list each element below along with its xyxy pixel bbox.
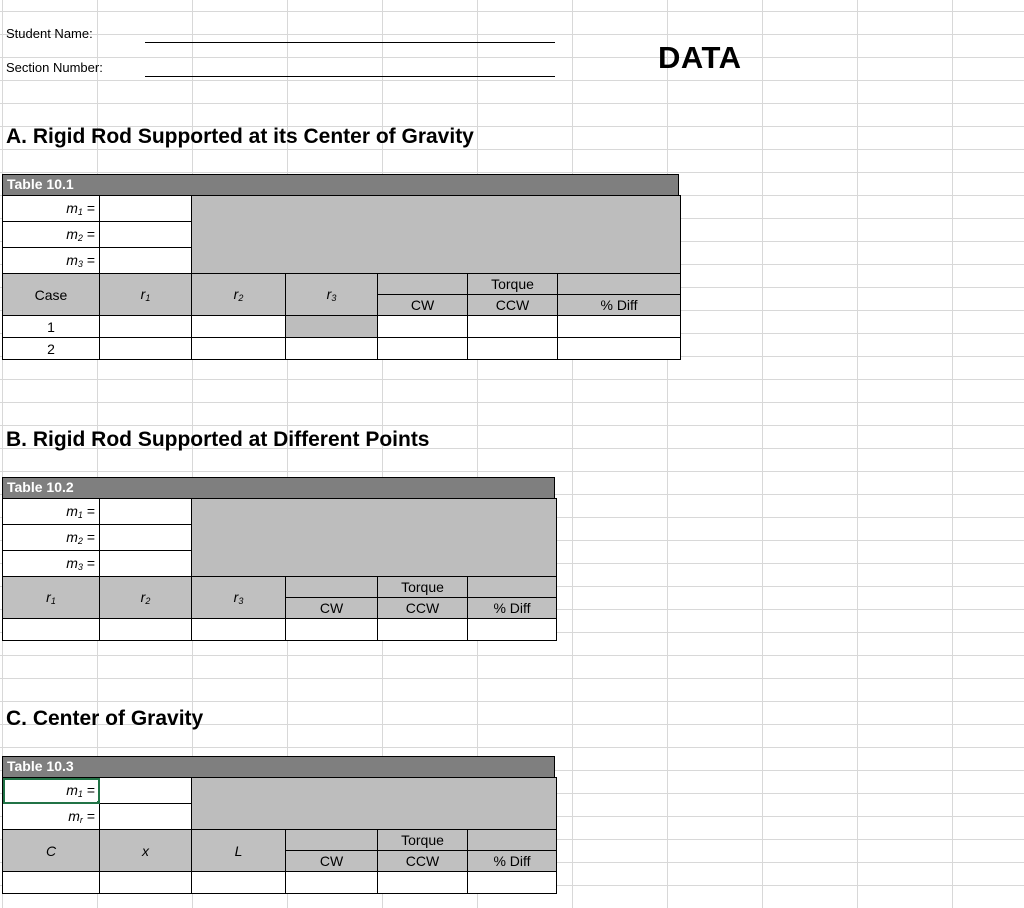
col-header-cw: CW bbox=[378, 295, 468, 316]
torque-spacer bbox=[286, 830, 378, 851]
table-cell[interactable] bbox=[286, 338, 378, 360]
shaded-block bbox=[192, 196, 681, 274]
table-cell[interactable] bbox=[100, 316, 192, 338]
col-header-r1: $r_1$ bbox=[100, 274, 192, 316]
section-c-title: C. Center of Gravity bbox=[6, 707, 204, 730]
section-b-title: B. Rigid Rod Supported at Different Points bbox=[6, 428, 430, 451]
shaded-block bbox=[192, 499, 557, 577]
table-cell[interactable] bbox=[468, 316, 558, 338]
table-cell[interactable] bbox=[286, 872, 378, 894]
mass-label-m1: $m_1$ = bbox=[3, 499, 100, 525]
col-header-cw: CW bbox=[286, 598, 378, 619]
torque-header: Torque bbox=[378, 577, 468, 598]
table-cell[interactable] bbox=[100, 872, 192, 894]
col-header-ccw: CCW bbox=[378, 598, 468, 619]
col-header-r2: $r_2$ bbox=[100, 577, 192, 619]
mass-label-m3: $m_3$ = bbox=[3, 248, 100, 274]
table-cell[interactable] bbox=[286, 619, 378, 641]
table-cell[interactable] bbox=[468, 619, 557, 641]
col-header-r3: $r_3$ bbox=[192, 577, 286, 619]
table-cell[interactable] bbox=[3, 872, 100, 894]
col-header-r2: $r_2$ bbox=[192, 274, 286, 316]
torque-header: Torque bbox=[468, 274, 558, 295]
mass-input-mr[interactable] bbox=[100, 804, 192, 830]
table-cell[interactable] bbox=[378, 338, 468, 360]
table-cell[interactable] bbox=[100, 338, 192, 360]
table-10-1-title: Table 10.1 bbox=[2, 174, 679, 196]
mass-input-m1[interactable] bbox=[100, 196, 192, 222]
col-header-cw: CW bbox=[286, 851, 378, 872]
mass-input-m3[interactable] bbox=[100, 248, 192, 274]
torque-spacer-2 bbox=[558, 274, 681, 295]
section-number-line[interactable] bbox=[145, 76, 555, 77]
shaded-block bbox=[192, 778, 557, 830]
section-number-label: Section Number: bbox=[6, 60, 103, 75]
col-header-case: Case bbox=[3, 274, 100, 316]
col-header-r1: $r_1$ bbox=[3, 577, 100, 619]
col-header-pct-diff: % Diff bbox=[558, 295, 681, 316]
table-cell[interactable] bbox=[192, 338, 286, 360]
col-header-pct-diff: % Diff bbox=[468, 598, 557, 619]
col-header-x: x bbox=[100, 830, 192, 872]
mass-label-m2: $m_2$ = bbox=[3, 525, 100, 551]
mass-input-m2[interactable] bbox=[100, 222, 192, 248]
col-header-pct-diff: % Diff bbox=[468, 851, 557, 872]
table-cell[interactable] bbox=[192, 619, 286, 641]
mass-label-mr: $m_r$ = bbox=[3, 804, 100, 830]
col-header-l: L bbox=[192, 830, 286, 872]
mass-label-m2: $m_2$ = bbox=[3, 222, 100, 248]
student-name-label: Student Name: bbox=[6, 26, 93, 41]
table-10-2 bbox=[2, 498, 557, 641]
table-cell[interactable] bbox=[558, 316, 681, 338]
mass-input-m1[interactable] bbox=[100, 499, 192, 525]
col-header-r3: $r_3$ bbox=[286, 274, 378, 316]
mass-input-m3[interactable] bbox=[100, 551, 192, 577]
case-2-label: 2 bbox=[3, 338, 100, 360]
table-cell[interactable] bbox=[468, 872, 557, 894]
table-cell[interactable] bbox=[3, 619, 100, 641]
student-name-line[interactable] bbox=[145, 42, 555, 43]
col-header-ccw: CCW bbox=[378, 851, 468, 872]
table-cell[interactable] bbox=[378, 316, 468, 338]
mass-label-m1: $m_1$ = bbox=[3, 196, 100, 222]
case-1-label: 1 bbox=[3, 316, 100, 338]
table-10-1 bbox=[2, 195, 681, 360]
mass-label-m3: $m_3$ = bbox=[3, 551, 100, 577]
table-10-3 bbox=[2, 777, 557, 894]
table-10-3-title: Table 10.3 bbox=[2, 756, 555, 778]
mass-input-m1[interactable] bbox=[100, 778, 192, 804]
table-cell[interactable] bbox=[558, 338, 681, 360]
torque-header: Torque bbox=[378, 830, 468, 851]
torque-spacer bbox=[378, 274, 468, 295]
table-cell[interactable] bbox=[192, 316, 286, 338]
section-a-title: A. Rigid Rod Supported at its Center of Gravity bbox=[6, 125, 474, 148]
shaded-cell bbox=[286, 316, 378, 338]
table-cell[interactable] bbox=[378, 619, 468, 641]
mass-label-m1[interactable]: $m_1$ = bbox=[3, 778, 100, 804]
table-cell[interactable] bbox=[100, 619, 192, 641]
torque-spacer bbox=[286, 577, 378, 598]
table-cell[interactable] bbox=[192, 872, 286, 894]
table-10-2-title: Table 10.2 bbox=[2, 477, 555, 499]
table-cell[interactable] bbox=[468, 338, 558, 360]
mass-input-m2[interactable] bbox=[100, 525, 192, 551]
page-title: DATA bbox=[658, 40, 742, 75]
table-cell[interactable] bbox=[378, 872, 468, 894]
torque-spacer-2 bbox=[468, 577, 557, 598]
torque-spacer-2 bbox=[468, 830, 557, 851]
col-header-c: C bbox=[3, 830, 100, 872]
col-header-ccw: CCW bbox=[468, 295, 558, 316]
